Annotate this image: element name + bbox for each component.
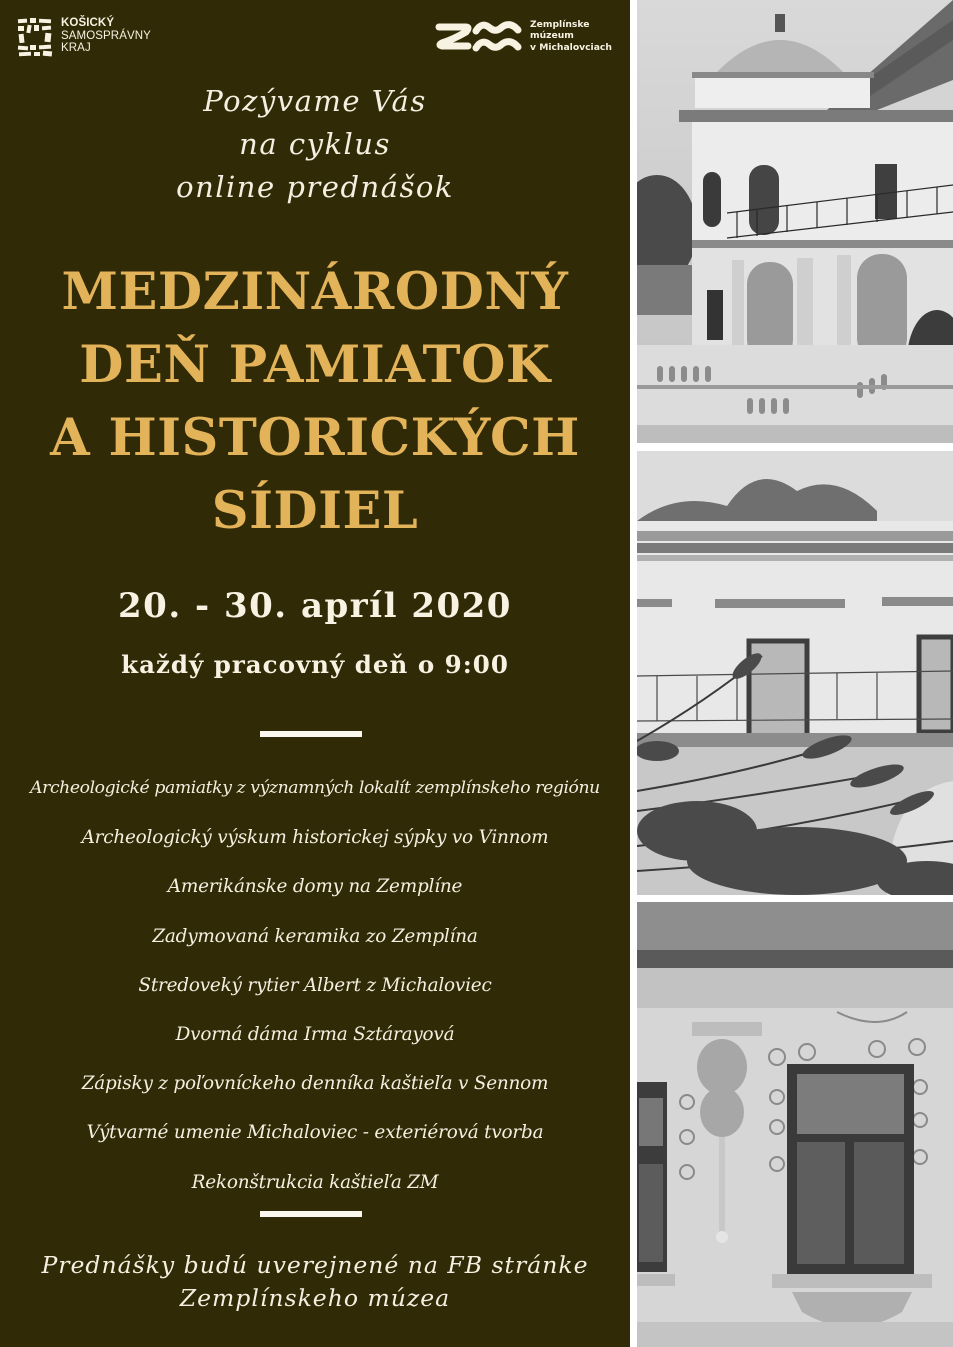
ornamented-window-image	[637, 902, 953, 1347]
region-logo-text	[61, 17, 151, 55]
zm-monogram-icon	[432, 17, 524, 55]
event-date-range: 20. - 30. apríl 2020	[118, 586, 512, 626]
zemplinske-muzeum-logo	[432, 17, 612, 55]
lecture-item: Dvorná dáma Irma Sztárayová	[175, 1024, 455, 1046]
lecture-item: Zadymovaná keramika zo Zemplína	[152, 925, 478, 947]
photo-ornamented-window	[637, 902, 953, 1347]
manor-house-image	[637, 0, 953, 443]
event-title-line4: SÍDIEL	[211, 481, 419, 541]
region-emblem-icon	[17, 17, 55, 57]
lecture-item: Stredoveký rytier Albert z Michaloviec	[138, 974, 492, 996]
invitation-line3: online prednášok	[176, 170, 454, 204]
event-title-line3: A HISTORICKÝCH	[50, 408, 580, 468]
event-schedule: každý pracovný deň o 9:00	[121, 650, 509, 679]
event-title	[0, 256, 630, 548]
photo-manor-house	[637, 0, 953, 443]
publication-note-line1: Prednášky budú uverejnené na FB stránke	[41, 1251, 589, 1279]
invitation-line1: Pozývame Vás	[203, 84, 427, 118]
pediment-facade-image	[637, 451, 953, 895]
divider-bottom	[260, 1211, 362, 1217]
museum-logo-line2: múzeum	[530, 30, 574, 42]
lecture-item: Archeologický výskum historickej sýpky vo Vinnom	[81, 827, 549, 849]
lecture-item: Rekonštrukcia kaštieľa ZM	[191, 1171, 439, 1193]
photo-pediment-facade	[637, 451, 953, 895]
invitation-text	[0, 80, 630, 209]
kosicky-samospravny-kraj-logo	[17, 17, 151, 61]
event-title-line2: DEŇ PAMIATOK	[79, 335, 551, 395]
region-logo-line3: KRAJ	[61, 42, 91, 54]
region-logo-line2: SAMOSPRÁVNY	[61, 29, 151, 42]
museum-logo-line3: v Michalovciach	[530, 41, 612, 53]
event-title-line1: MEDZINÁRODNÝ	[61, 262, 569, 322]
lecture-item: Zápisky z poľovníckeho denníka kaštieľa v Sennom	[81, 1073, 549, 1095]
lecture-item: Amerikánske domy na Zemplíne	[167, 876, 463, 898]
divider-top	[260, 731, 362, 737]
lecture-item: Archeologické pamiatky z významných lokalít zemplínskeho regiónu	[30, 778, 600, 798]
lecture-list	[0, 764, 630, 1207]
publication-note	[0, 1249, 630, 1315]
museum-logo-line1: Zemplínske	[530, 18, 590, 30]
publication-note-line2: Zemplínskeho múzea	[179, 1284, 451, 1312]
museum-logo-text	[530, 19, 612, 54]
lecture-item: Výtvarné umenie Michaloviec - exteriérová tvorba	[86, 1122, 544, 1144]
region-logo-line1: KOŠICKÝ	[61, 17, 115, 29]
invitation-line2: na cyklus	[239, 127, 391, 161]
